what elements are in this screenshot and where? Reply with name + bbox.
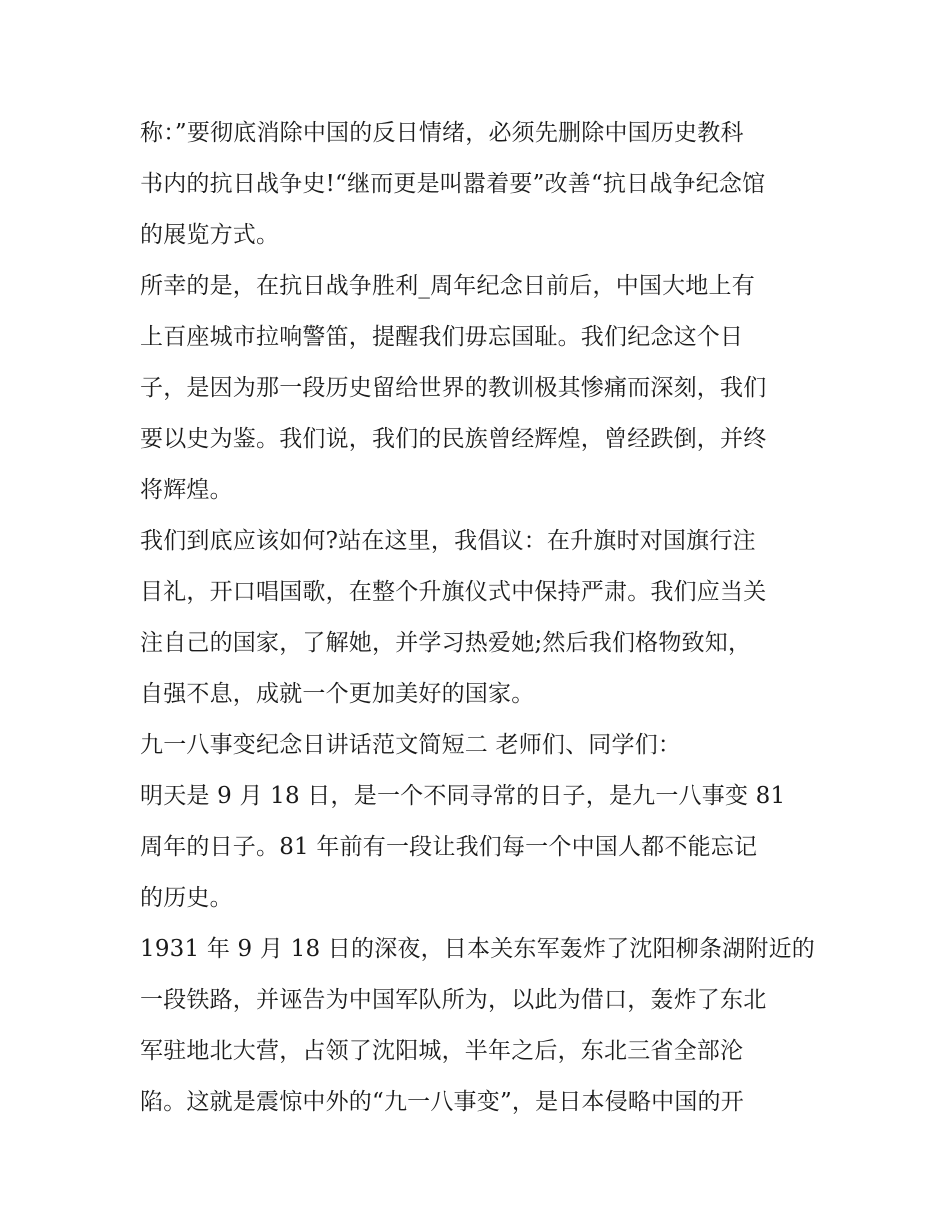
text-line-20: 陷。这就是震惊中外的“九一八事变”，是日本侵略中国的开 xyxy=(140,1089,744,1115)
text-line-11: 注自己的国家，了解她，并学习热爱她;然后我们格物致知， xyxy=(140,630,752,656)
document-body xyxy=(140,108,820,1128)
text-line-5: 上百座城市拉响警笛，提醒我们毋忘国耻。我们纪念这个日 xyxy=(140,324,744,350)
text-line-6: 子，是因为那一段历史留给世界的教训极其惨痛而深刻，我们 xyxy=(140,375,767,401)
text-line-14: 明天是 9 月 18 日，是一个不同寻常的日子，是九一八事变 81 xyxy=(140,783,786,809)
text-line-8: 将辉煌。 xyxy=(140,477,233,503)
text-line-12: 自强不息，成就一个更加美好的国家。 xyxy=(140,681,535,707)
text-line-17: 1931 年 9 月 18 日的深夜，日本关东军轰炸了沈阳柳条湖附近的 xyxy=(140,936,815,962)
text-line-15: 周年的日子。81 年前有一段让我们每一个中国人都不能忘记 xyxy=(140,834,758,860)
text-line-2: 书内的抗日战争史!“继而更是叫嚣着要”改善“抗日战争纪念馆 xyxy=(140,171,766,197)
text-line-19: 军驻地北大营，占领了沈阳城，半年之后，东北三省全部沦 xyxy=(140,1038,744,1064)
text-line-4: 所幸的是，在抗日战争胜利_周年纪念日前后，中国大地上有 xyxy=(140,273,755,299)
text-line-13: 九一八事变纪念日讲话范文简短二 老师们、同学们： xyxy=(140,732,682,758)
text-line-10: 目礼，开口唱国歌，在整个升旗仪式中保持严肃。我们应当关 xyxy=(140,579,767,605)
text-line-7: 要以史为鉴。我们说，我们的民族曾经辉煌，曾经跌倒，并终 xyxy=(140,426,767,452)
text-line-16: 的历史。 xyxy=(140,885,233,911)
text-line-1: 称：”要彻底消除中国的反日情绪，必须先删除中国历史教科 xyxy=(140,120,744,146)
text-line-18: 一段铁路，并诬告为中国军队所为，以此为借口，轰炸了东北 xyxy=(140,987,767,1013)
text-line-9: 我们到底应该如何?站在这里，我倡议：在升旗时对国旗行注 xyxy=(140,528,756,554)
text-line-3: 的展览方式。 xyxy=(140,222,280,248)
